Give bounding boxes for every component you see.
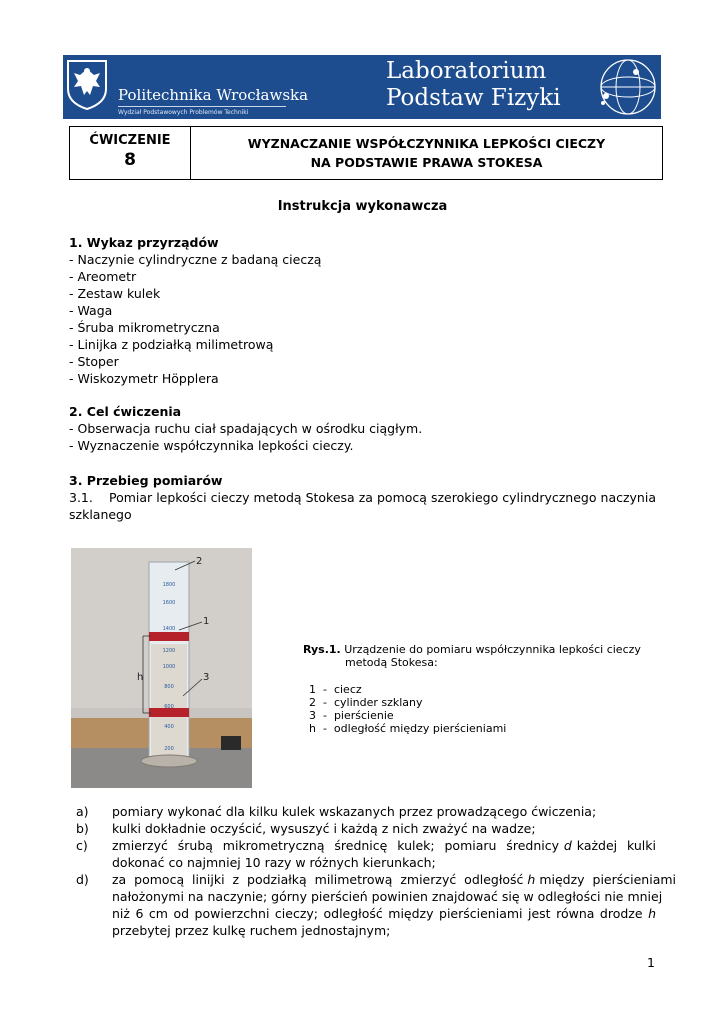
scale-mark: 800 [164,684,174,690]
step-line [112,837,656,854]
exercise-title-line1: WYZNACZANIE WSPÓŁCZYNNIKA LEPKOŚCI CIECZY [247,136,606,151]
step-marker: a) [76,804,89,819]
step-marker: d) [76,872,89,887]
figure-photo [71,548,252,788]
document-title: Instrukcja wykonawcza [277,199,448,214]
scale-mark: 1400 [162,626,176,632]
subsection-text: 3.1. Pomiar lepkości cieczy metodą Stokesa za pomocą szerokiego cylindrycznego naczynia [69,490,656,505]
section-heading: 2. Cel ćwiczenia [69,404,182,419]
figure-label: Rys.1. [303,643,341,656]
section-heading: 1. Wykaz przyrządów [69,235,219,250]
step-line: kulki dokładnie oczyścić, wysuszyć i każdą z nich zważyć na wadze; [112,821,536,836]
step-marker: b) [76,821,89,836]
scale-mark: 400 [164,724,174,730]
photo-label-2: 2 [196,556,203,567]
scale-mark: 1200 [162,648,176,654]
caption-line2: metodą Stokesa: [345,656,438,669]
exercise-number: 8 [124,150,136,170]
exercise-title [191,127,662,179]
step-line-part: między pierścieniami [539,872,677,887]
symbol-d: d [563,838,572,853]
list-item: - Obserwacja ruchu ciał spadających w ośrodku ciągłym. [69,421,423,436]
step-text [112,837,656,871]
step-line-part: każdej kulki [576,838,656,853]
step-line [112,871,677,888]
symbol-h: h [527,872,536,887]
legend-item: 3 - pierścienie [309,709,394,722]
legend-item: 1 - ciecz [309,683,362,696]
scale-mark: 1800 [162,582,176,588]
list-item: - Areometr [69,269,137,284]
list-item: - Śruba mikrometryczna [69,320,220,335]
symbol-h: h [648,906,656,921]
step-line [112,905,656,922]
list-item: - Linijka z podziałką milimetrową [69,337,274,352]
list-item: - Wyznaczenie współczynnika lepkości cieczy. [69,438,354,453]
step-text [112,871,677,939]
section-heading: 3. Przebieg pomiarów [69,473,223,488]
list-item: - Stoper [69,354,119,369]
photo-label-3: 3 [203,672,210,683]
photo-label-h: h [137,672,144,683]
divider [118,106,286,107]
lab-title-line1: Laboratorium [386,58,547,84]
faculty-name: Wydział Podstawowych Problemów Techniki [118,109,249,116]
lab-title [386,58,561,112]
step-line: dokonać co najmniej 10 razy w różnych kierunkach; [112,855,436,870]
exercise-label: ĆWICZENIE [89,133,171,148]
step-line: nałożonymi na naczynie; górny pierścień powinien znajdować się w odległości nie mniej [112,889,663,904]
subsection-text: szklanego [69,507,132,522]
step-text [112,803,656,820]
list-item: - Wiskozymetr Höpplera [69,371,219,386]
photo-label-1: 1 [203,616,210,627]
step-line: pomiary wykonać dla kilku kulek wskazanych przez prowadzącego ćwiczenia; [112,804,597,819]
university-name: Politechnika Wrocławska [118,86,309,104]
university-crest-icon [66,59,108,111]
lab-globe-logo-icon [592,56,658,118]
caption-line1: Urządzenie do pomiaru współczynnika lepkości cieczy [340,643,641,656]
figure-caption [303,643,641,656]
step-line: przebytej przez kulkę ruchem jednostajnym; [112,923,391,938]
scale-mark: 1000 [162,664,176,670]
step-line-part: za pomocą linijki z podziałką milimetrową zmierzyć odległość [112,872,524,887]
exercise-number-cell [70,127,191,179]
step-line-part: zmierzyć śrubą mikrometryczną średnicę kulek; pomiaru średnicy [112,838,559,853]
legend-item: 2 - cylinder szklany [309,696,423,709]
step-marker: c) [76,838,88,853]
scale-mark: 1600 [162,600,176,606]
page-number: 1 [647,955,655,970]
lab-title-line2: Podstaw Fizyki [386,85,561,111]
scale-mark: 600 [164,704,174,710]
scale-mark: 200 [164,746,174,752]
exercise-title-line2: NA PODSTAWIE PRAWA STOKESA [310,155,543,170]
list-item: - Zestaw kulek [69,286,161,301]
step-line-part: niż 6 cm od powierzchni cieczy; odległość między pierścieniami jest równa drodze [112,906,643,921]
step-text [112,820,656,837]
legend-item: h - odległość między pierścieniami [309,722,507,735]
list-item: - Naczynie cylindryczne z badaną cieczą [69,252,322,267]
exercise-header-table [69,126,663,180]
list-item: - Waga [69,303,113,318]
